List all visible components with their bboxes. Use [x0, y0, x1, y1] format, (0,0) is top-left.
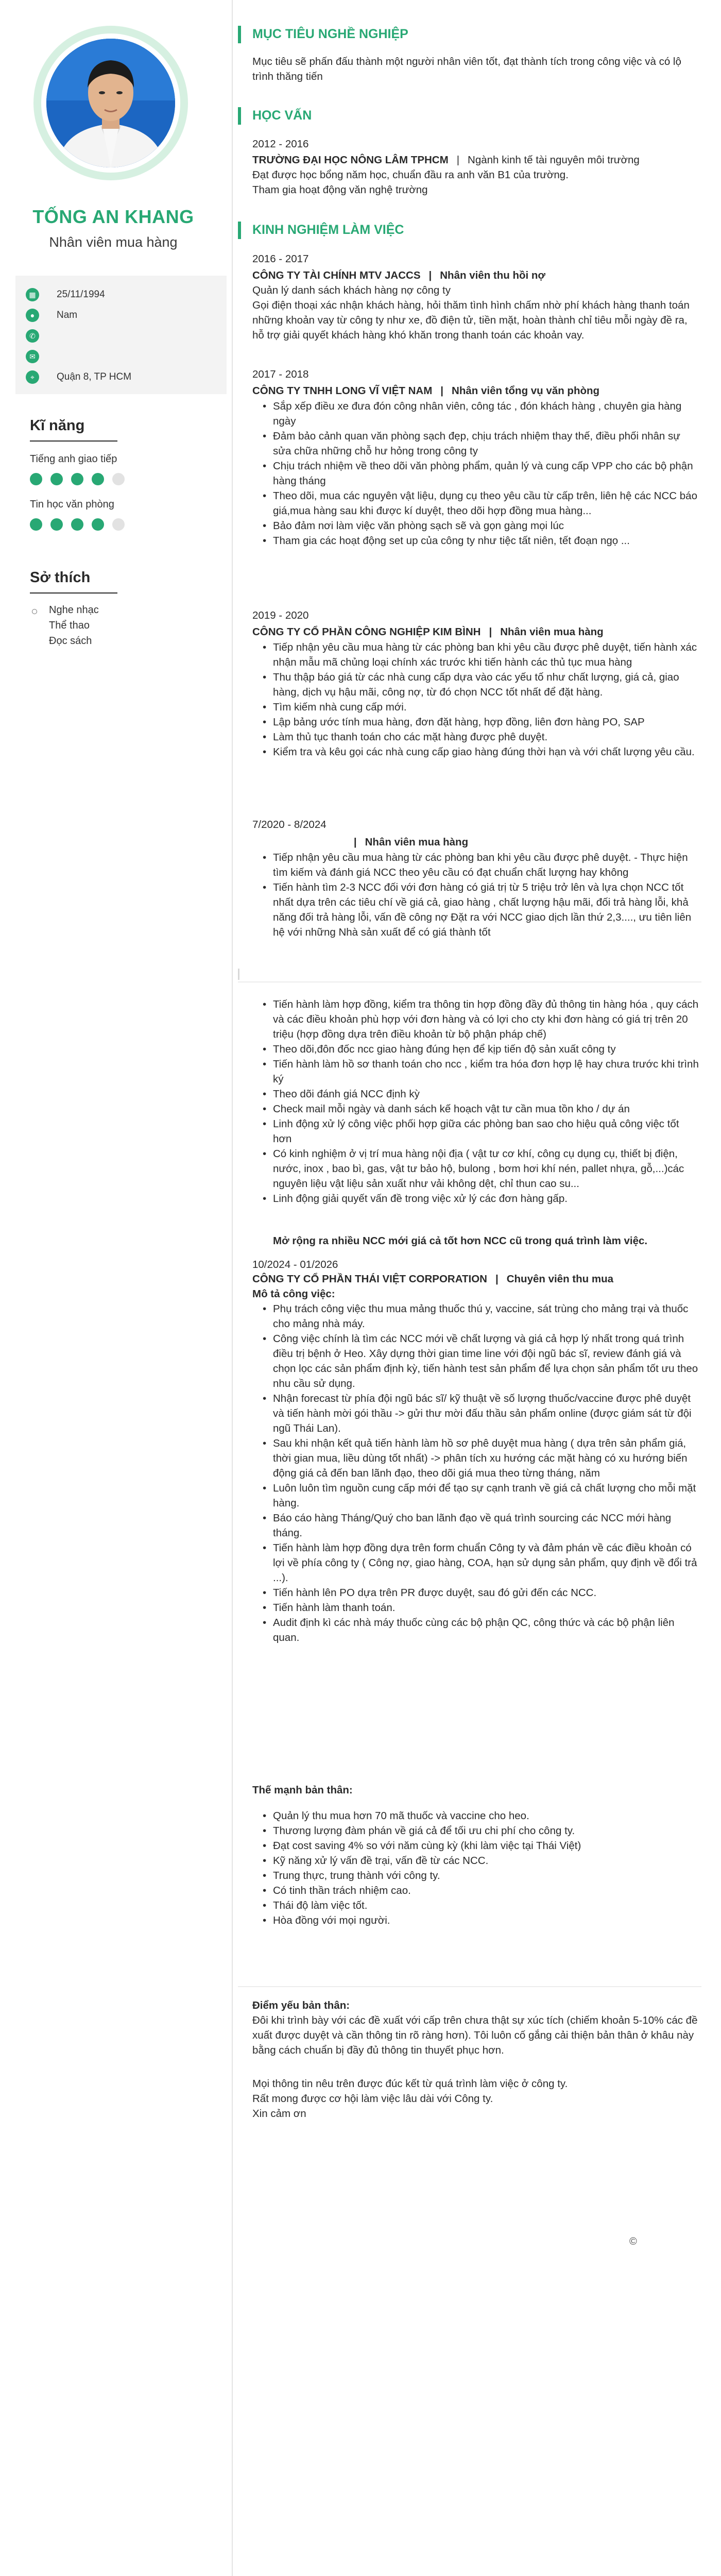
list-item: • Tiến hành lên PO dựa trên PR được duyệt, sau đó gửi đến các NCC.	[252, 1585, 700, 1600]
job-header: | Nhân viên mua hàng	[353, 836, 469, 848]
contact-phone	[26, 328, 57, 344]
list-item: • Đạt cost saving 4% so với năm cùng kỳ (khi làm việc tại Thái Việt)	[252, 1838, 700, 1853]
list-item: • Làm thủ tục thanh toán cho các mặt hàng được phê duyệt.	[252, 730, 700, 744]
job-period: 2019 - 2020	[252, 609, 309, 621]
job-duties	[252, 399, 700, 548]
list-item: • Đảm bảo cảnh quan văn phòng sạch đẹp, chịu trách nhiệm thay thế, điều phối nhân sự sửa chữa những chỗ hư hỏng trong công ty	[252, 429, 700, 459]
contact-gender	[26, 308, 77, 323]
job-duties	[252, 640, 700, 759]
job-line: Quản lý danh sách khách hàng nợ công ty	[252, 284, 451, 296]
profile-name: TỐNG AN KHANG	[32, 206, 194, 227]
job-line: Gọi điện thoại xác nhận khách hàng, hỏi thăm tình hình chấm nhờ phí khách hàng thanh toán những khoản vay từ công ty như xe, đồ điện tử, tiền mặt, hoàn thành chỉ tiêu mỗi ngày đề ra, hỗ trợ giải quyết khách hàng khó khăn trong thanh toán các khoản vay.	[252, 299, 690, 341]
list-item: • Báo cáo hàng Tháng/Quý cho ban lãnh đạo về quá trình sourcing các NCC mới hàng tháng.	[252, 1511, 700, 1540]
skill-rating	[30, 518, 133, 531]
job-header: CÔNG TY TÀI CHÍNH MTV JACCS | Nhân viên thu hồi nợ	[252, 269, 546, 281]
list-item: • Có tinh thần trách nhiệm cao.	[252, 1883, 700, 1898]
column-divider	[232, 0, 233, 2576]
rating-dot	[30, 518, 42, 531]
hobbies-heading-underline	[30, 592, 117, 594]
list-item: • Tiếp nhận yêu cầu mua hàng từ các phòng ban khi yêu cầu được phê duyệt, tiến hành xác nhận mẫu mã chủng loại chính xác trước khi tiến hành các thủ tục mua hàng	[252, 640, 700, 670]
address-text: Quận 8, TP HCM	[57, 371, 132, 382]
rating-dot	[71, 473, 83, 485]
list-item: • Luôn luôn tìm nguồn cung cấp mới để tạo sự cạnh tranh về giá cả chất lượng cho mỗi mặt hàng.	[252, 1481, 700, 1511]
list-item: • Tham gia các hoạt động set up của công ty như tiệc tất niên, tết đoạn ngọ ...	[252, 533, 700, 548]
rating-dot	[92, 473, 104, 485]
list-item: • Tiến hành làm hợp đồng, kiểm tra thông tin hợp đồng đầy đủ thông tin hàng hóa , quy cách và các điều khoản phù hợp với đơn hàng và có lợi cho cty khi đơn hàng có giá trị trên 20 triệu (hợp đồng dựa trên điều khoản từ bộ phận pháp chế)	[252, 997, 700, 1042]
hobby-bullet-icon	[32, 609, 37, 614]
job-duties-continued	[252, 997, 700, 1206]
copyright-mark: ©	[629, 2236, 637, 2247]
hobby-item: Thể thao	[49, 620, 90, 631]
list-item: • Audit định kì các nhà máy thuốc cùng các bộ phận QC, công thức và các bộ phận liên quan.	[252, 1615, 700, 1645]
weakness-text: Đôi khi trình bày với các đề xuất với cấp trên chưa thật sự xúc tích (chiếm khoản 5-10% các đề xuất được duyệt và cần thông tin rõ ràng hơn). Tôi luôn cố gắng cải thiện bản thân ở khâu này bằng cách chuẩn bị đầy đủ thông tin thuyết phục hơn.	[252, 2014, 698, 2056]
phone-icon: ✆	[26, 329, 39, 343]
closing-line: Rất mong được cơ hội làm việc lâu dài với Công ty.	[252, 2093, 493, 2105]
list-item: • Bảo đảm nơi làm việc văn phòng sạch sẽ và gọn gàng mọi lúc	[252, 518, 700, 533]
list-item: • Tiếp nhận yêu cầu mua hàng từ các phòng ban khi yêu cầu được phê duyệt. - Thực hiện tìm kiếm và đánh giá NCC theo yêu cầu có đạt chuẩn chất lượng hay không	[252, 850, 700, 880]
rating-dot	[112, 518, 125, 531]
job-role: Nhân viên thu hồi nợ	[440, 269, 546, 281]
job-period: 2017 - 2018	[252, 368, 309, 380]
sidebar	[0, 0, 227, 2576]
job-period: 10/2024 - 01/2026	[252, 1259, 338, 1270]
list-item: • Tìm kiếm nhà cung cấp mới.	[252, 700, 700, 715]
strengths-heading: Thế mạnh bản thân:	[252, 1784, 353, 1796]
hobby-item: Nghe nhạc	[49, 604, 99, 616]
list-item: • Tiến hành làm thanh toán.	[252, 1600, 700, 1615]
education-school-line: TRƯỜNG ĐẠI HỌC NÔNG LÂM TPHCM | Ngành kinh tế tài nguyên môi trường	[252, 154, 640, 166]
rating-dot	[92, 518, 104, 531]
job-period: 7/2020 - 8/2024	[252, 819, 327, 831]
gender-text: Nam	[57, 310, 78, 320]
list-item: • Theo dõi, mua các nguyên vật liệu, dụng cụ theo yêu cầu từ cấp trên, liên hệ các NCC báo giá,mua hàng sau khi được kí duyệt, theo dõi hợp đồng mua hàng...	[252, 488, 700, 518]
list-item: • Nhận forecast từ phía đội ngũ bác sĩ/ kỹ thuật về số lượng thuốc/vaccine được phê duyệt và tiến hành mời gói thầu -> gửi thư mời đấu thầu sản phẩm online (được giám sát từ đội ngũ Thái Lan).	[252, 1391, 700, 1436]
skills-heading-underline	[30, 440, 117, 442]
education-school: TRƯỜNG ĐẠI HỌC NÔNG LÂM TPHCM	[252, 154, 449, 166]
avatar-frame	[33, 26, 188, 180]
list-item: • Tiến hành làm hợp đồng dựa trên form chuẩn Công ty và đảm phán về các điều khoản có lợi về phía công ty ( Công nợ, giao hàng, COA, hạn sử dụng sản phẩm, quy định về đổi trả ...).	[252, 1540, 700, 1585]
job-company: CÔNG TY TNHH LONG VĨ VIỆT NAM	[252, 385, 433, 397]
list-item: • Có kinh nghiệm ở vị trí mua hàng nội địa ( vật tư cơ khí, công cụ dụng cụ, thiết bị điện, nước, inox , bao bì, gas, vật tư bảo hộ, bulong , bơm hơi khí nén, pallet nhựa, gỗ,...)các nguyên liệu vật liệu sản xuất như vải không dệt, chỉ thun cao su...	[252, 1146, 700, 1191]
job-duties	[252, 850, 700, 940]
job-company: CÔNG TY CỔ PHẦN CÔNG NGHIỆP KIM BÌNH	[252, 626, 481, 638]
page-break-mark	[238, 969, 239, 980]
list-item: • Thương lượng đàm phán về giá cả để tối ưu chi phí cho công ty.	[252, 1823, 700, 1838]
job-header: CÔNG TY CỔ PHẦN CÔNG NGHIỆP KIM BÌNH | Nhân viên mua hàng	[252, 626, 604, 638]
list-item: • Hòa đồng với mọi người.	[252, 1913, 700, 1928]
person-icon: ●	[26, 309, 39, 322]
list-item: • Quản lý thu mua hơn 70 mã thuốc và vaccine cho heo.	[252, 1808, 700, 1823]
list-item: • Công việc chính là tìm các NCC mới về chất lượng và giá cả hợp lý nhất trong quá trình điều trị bệnh ở Heo. Xây dựng thời gian time line với đội ngũ bác sĩ, review đánh giá và chọn lọc các sản phẩm định kỳ, tiến hành test sản phẩm để lựa chọn sản phẩm tốt ưu theo nhu cầu sử dụng.	[252, 1331, 700, 1391]
section-marker	[238, 107, 241, 125]
rating-dot	[71, 518, 83, 531]
skills-heading: Kĩ năng	[30, 417, 85, 434]
contact-address	[26, 369, 131, 385]
job-role: Chuyên viên thu mua	[506, 1273, 614, 1285]
list-item: • Theo dõi,đôn đốc ncc giao hàng đúng hẹn để kịp tiến độ sản xuất công ty	[252, 1042, 700, 1057]
closing-line: Xin cảm ơn	[252, 2108, 306, 2120]
job-role: Nhân viên mua hàng	[365, 836, 469, 848]
job-role: Nhân viên mua hàng	[500, 626, 604, 638]
job-role: Nhân viên tổng vụ văn phòng	[452, 385, 600, 397]
education-heading: HỌC VẤN	[252, 108, 312, 123]
rating-dot	[50, 518, 63, 531]
location-icon: ⌖	[26, 370, 39, 384]
job-company: CÔNG TY TÀI CHÍNH MTV JACCS	[252, 269, 421, 281]
contact-birthdate	[26, 287, 105, 302]
list-item: • Phụ trách công việc thu mua mảng thuốc thú y, vaccine, sát trùng cho mảng trại và thuốc cho mảng nhà máy.	[252, 1301, 700, 1331]
list-item: • Sau khi nhận kết quả tiến hành làm hồ sơ phê duyệt mua hàng ( dựa trên sản phẩm giá, thời gian mua, liều dùng tốt nhất) -> phân tích xu hướng các mặt hàng có xu hướng biến động giá cả đến ban lãnh đạo, theo dõi giá mua theo từng tháng, năm	[252, 1436, 700, 1481]
objective-text: Mục tiêu sẽ phấn đấu thành một người nhân viên tốt, đạt thành tích trong công việc và có lộ trình thăng tiến	[252, 56, 681, 82]
job-period: 2016 - 2017	[252, 253, 309, 265]
rating-dot	[50, 473, 63, 485]
skill-label: Tin học văn phòng	[30, 499, 114, 510]
list-item: • Check mail mỗi ngày và danh sách kế hoạch vật tư cần mua tồn kho / dự án	[252, 1101, 700, 1116]
page-break-line	[238, 1986, 701, 1987]
section-marker	[238, 222, 241, 239]
calendar-icon: ▦	[26, 288, 39, 301]
education-period: 2012 - 2016	[252, 138, 309, 150]
skill-rating	[30, 473, 133, 485]
list-item: • Thu thập báo giá từ các nhà cung cấp dựa vào các yếu tố như chất lượng, giá cả, giao hàng, dịch vụ hậu mãi, công nợ, từ đó chọn NCC tốt nhất để đặt hàng.	[252, 670, 700, 700]
contact-box	[15, 276, 227, 394]
page-break-line	[238, 981, 701, 982]
list-item: • Linh động xử lý công việc phối hợp giữa các phòng ban sao cho hiệu quả công việc tốt hơn	[252, 1116, 700, 1146]
rating-dot	[112, 473, 125, 485]
education-line: Tham gia hoạt động văn nghệ trường	[252, 184, 428, 196]
job-company: CÔNG TY CỔ PHẦN THÁI VIỆT CORPORATION	[252, 1273, 487, 1285]
email-icon: ✉	[26, 350, 39, 363]
job-desc-heading: Mô tả công việc:	[252, 1288, 335, 1300]
education-major: Ngành kinh tế tài nguyên môi trường	[468, 154, 640, 166]
section-marker	[238, 26, 241, 43]
objective-heading: MỤC TIÊU NGHỀ NGHIỆP	[252, 27, 408, 41]
experience-heading: KINH NGHIỆM LÀM VIỆC	[252, 223, 404, 237]
avatar	[46, 39, 175, 167]
list-item: • Lập bảng ước tính mua hàng, đơn đặt hàng, hợp đồng, liên đơn hàng PO, SAP	[252, 715, 700, 730]
list-item: • Thái độ làm việc tốt.	[252, 1898, 700, 1913]
strengths-list	[252, 1808, 700, 1928]
closing-line: Mọi thông tin nêu trên được đúc kết từ quá trình làm việc ở công ty.	[252, 2078, 568, 2090]
list-item: • Theo dõi đánh giá NCC định kỳ	[252, 1087, 700, 1101]
hobby-item: Đọc sách	[49, 635, 92, 647]
job-duties	[252, 1301, 700, 1645]
list-item: • Linh động giải quyết vấn đề trong việc xử lý các đơn hàng gấp.	[252, 1191, 700, 1206]
list-item: • Sắp xếp điều xe đưa đón công nhân viên, công tác , đón khách hàng , chuyên gia hàng ngày	[252, 399, 700, 429]
list-item: • Tiến hành làm hồ sơ thanh toán cho ncc , kiểm tra hóa đơn hợp lệ hay chưa trước khi trình ký	[252, 1057, 700, 1087]
job-highlight: Mở rộng ra nhiều NCC mới giá cả tốt hơn NCC cũ trong quá trình làm việc.	[273, 1235, 648, 1247]
avatar-ring	[41, 33, 180, 173]
rating-dot	[30, 473, 42, 485]
job-header: CÔNG TY TNHH LONG VĨ VIỆT NAM | Nhân viên tổng vụ văn phòng	[252, 385, 600, 397]
education-line: Đạt được học bổng năm học, chuẩn đầu ra anh văn B1 của trường.	[252, 169, 569, 181]
weakness-heading: Điểm yếu bản thân:	[252, 1999, 350, 2011]
list-item: • Tiến hành tìm 2-3 NCC đối với đơn hàng có giá trị từ 5 triệu trở lên và lựa chọn NCC tốt nhất dựa trên các tiêu chí về giá cả, giao hàng , chất lượng hậu mãi, đối trả hàng lỗi, khả năng đối trả hàng lỗi, vấn đề công nợ Đặt ra với NCC giao dịch lần thứ 2,3...., ưu tiên liên hệ với những Nhà sản xuất để có giá thành tốt	[252, 880, 700, 940]
job-header: CÔNG TY CỔ PHẦN THÁI VIỆT CORPORATION | Chuyên viên thu mua	[252, 1273, 614, 1285]
avatar-photo	[46, 39, 175, 167]
birthdate-text: 25/11/1994	[57, 289, 105, 300]
list-item: • Kiểm tra và kêu gọi các nhà cung cấp giao hàng đúng thời hạn và với chất lượng yêu cầu.	[252, 744, 700, 759]
list-item: • Kỹ năng xử lý vấn đề trại, vấn đề từ các NCC.	[252, 1853, 700, 1868]
hobbies-heading: Sở thích	[30, 569, 91, 586]
skill-label: Tiếng anh giao tiếp	[30, 453, 117, 465]
profile-title: Nhân viên mua hàng	[49, 234, 178, 250]
list-item: • Chịu trách nhiệm về theo dõi văn phòng phẩm, quản lý và cung cấp VPP cho các bộ phận hàng tháng	[252, 459, 700, 488]
contact-email	[26, 349, 57, 364]
list-item: • Trung thực, trung thành với công ty.	[252, 1868, 700, 1883]
